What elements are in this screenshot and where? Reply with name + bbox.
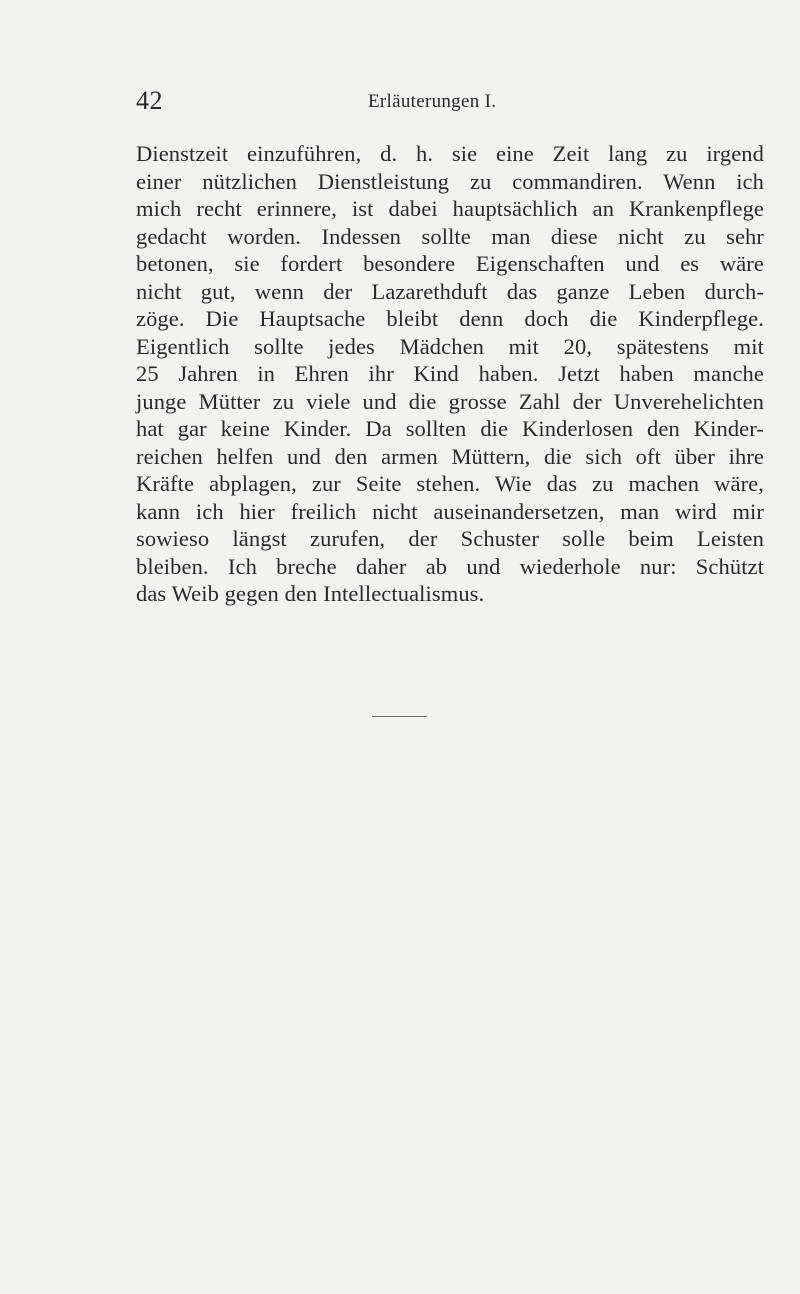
- body-paragraph: [136, 140, 764, 608]
- text-line: gedacht worden. Indessen sollte man diese nicht zu sehr: [136, 223, 764, 249]
- text-line: sowieso längst zurufen, der Schuster solle beim Leisten: [136, 526, 764, 551]
- section-divider: [372, 716, 427, 717]
- text-line: nicht gut, wenn der Lazarethduft das ganze Leben durch-: [136, 278, 764, 304]
- text-line: das Weib gegen den Intellectualismus.: [136, 581, 485, 606]
- page-number: 42: [136, 86, 163, 115]
- running-head: Erläuterungen I.: [368, 91, 497, 112]
- text-line: zöge. Die Hauptsache bleibt denn doch die Kinderpflege.: [136, 306, 764, 331]
- text-line: mich recht erinnere, ist dabei hauptsächlich an Krankenpflege: [136, 196, 764, 221]
- text-line: reichen helfen und den armen Müttern, die sich oft über ihre: [136, 443, 764, 469]
- page-header: [136, 86, 764, 118]
- text-line: Dienstzeit einzuführen, d. h. sie eine Zeit lang zu irgend: [136, 141, 764, 166]
- text-line: betonen, sie fordert besondere Eigenschaften und es wäre: [136, 251, 764, 276]
- text-line: Kräfte abplagen, zur Seite stehen. Wie das zu machen wäre,: [136, 471, 764, 496]
- text-line: kann ich hier freilich nicht auseinandersetzen, man wird mir: [136, 498, 764, 524]
- text-line: junge Mütter zu viele und die grosse Zahl der Unverehelichten: [136, 388, 764, 414]
- text-line: hat gar keine Kinder. Da sollten die Kinderlosen den Kinder-: [136, 416, 764, 441]
- text-line: Eigentlich sollte jedes Mädchen mit 20, spätestens mit: [136, 333, 764, 359]
- text-line: bleiben. Ich breche daher ab und wiederhole nur: Schützt: [136, 553, 764, 579]
- text-line: 25 Jahren in Ehren ihr Kind haben. Jetzt haben manche: [136, 361, 764, 386]
- text-line: einer nützlichen Dienstleistung zu commandiren. Wenn ich: [136, 168, 764, 194]
